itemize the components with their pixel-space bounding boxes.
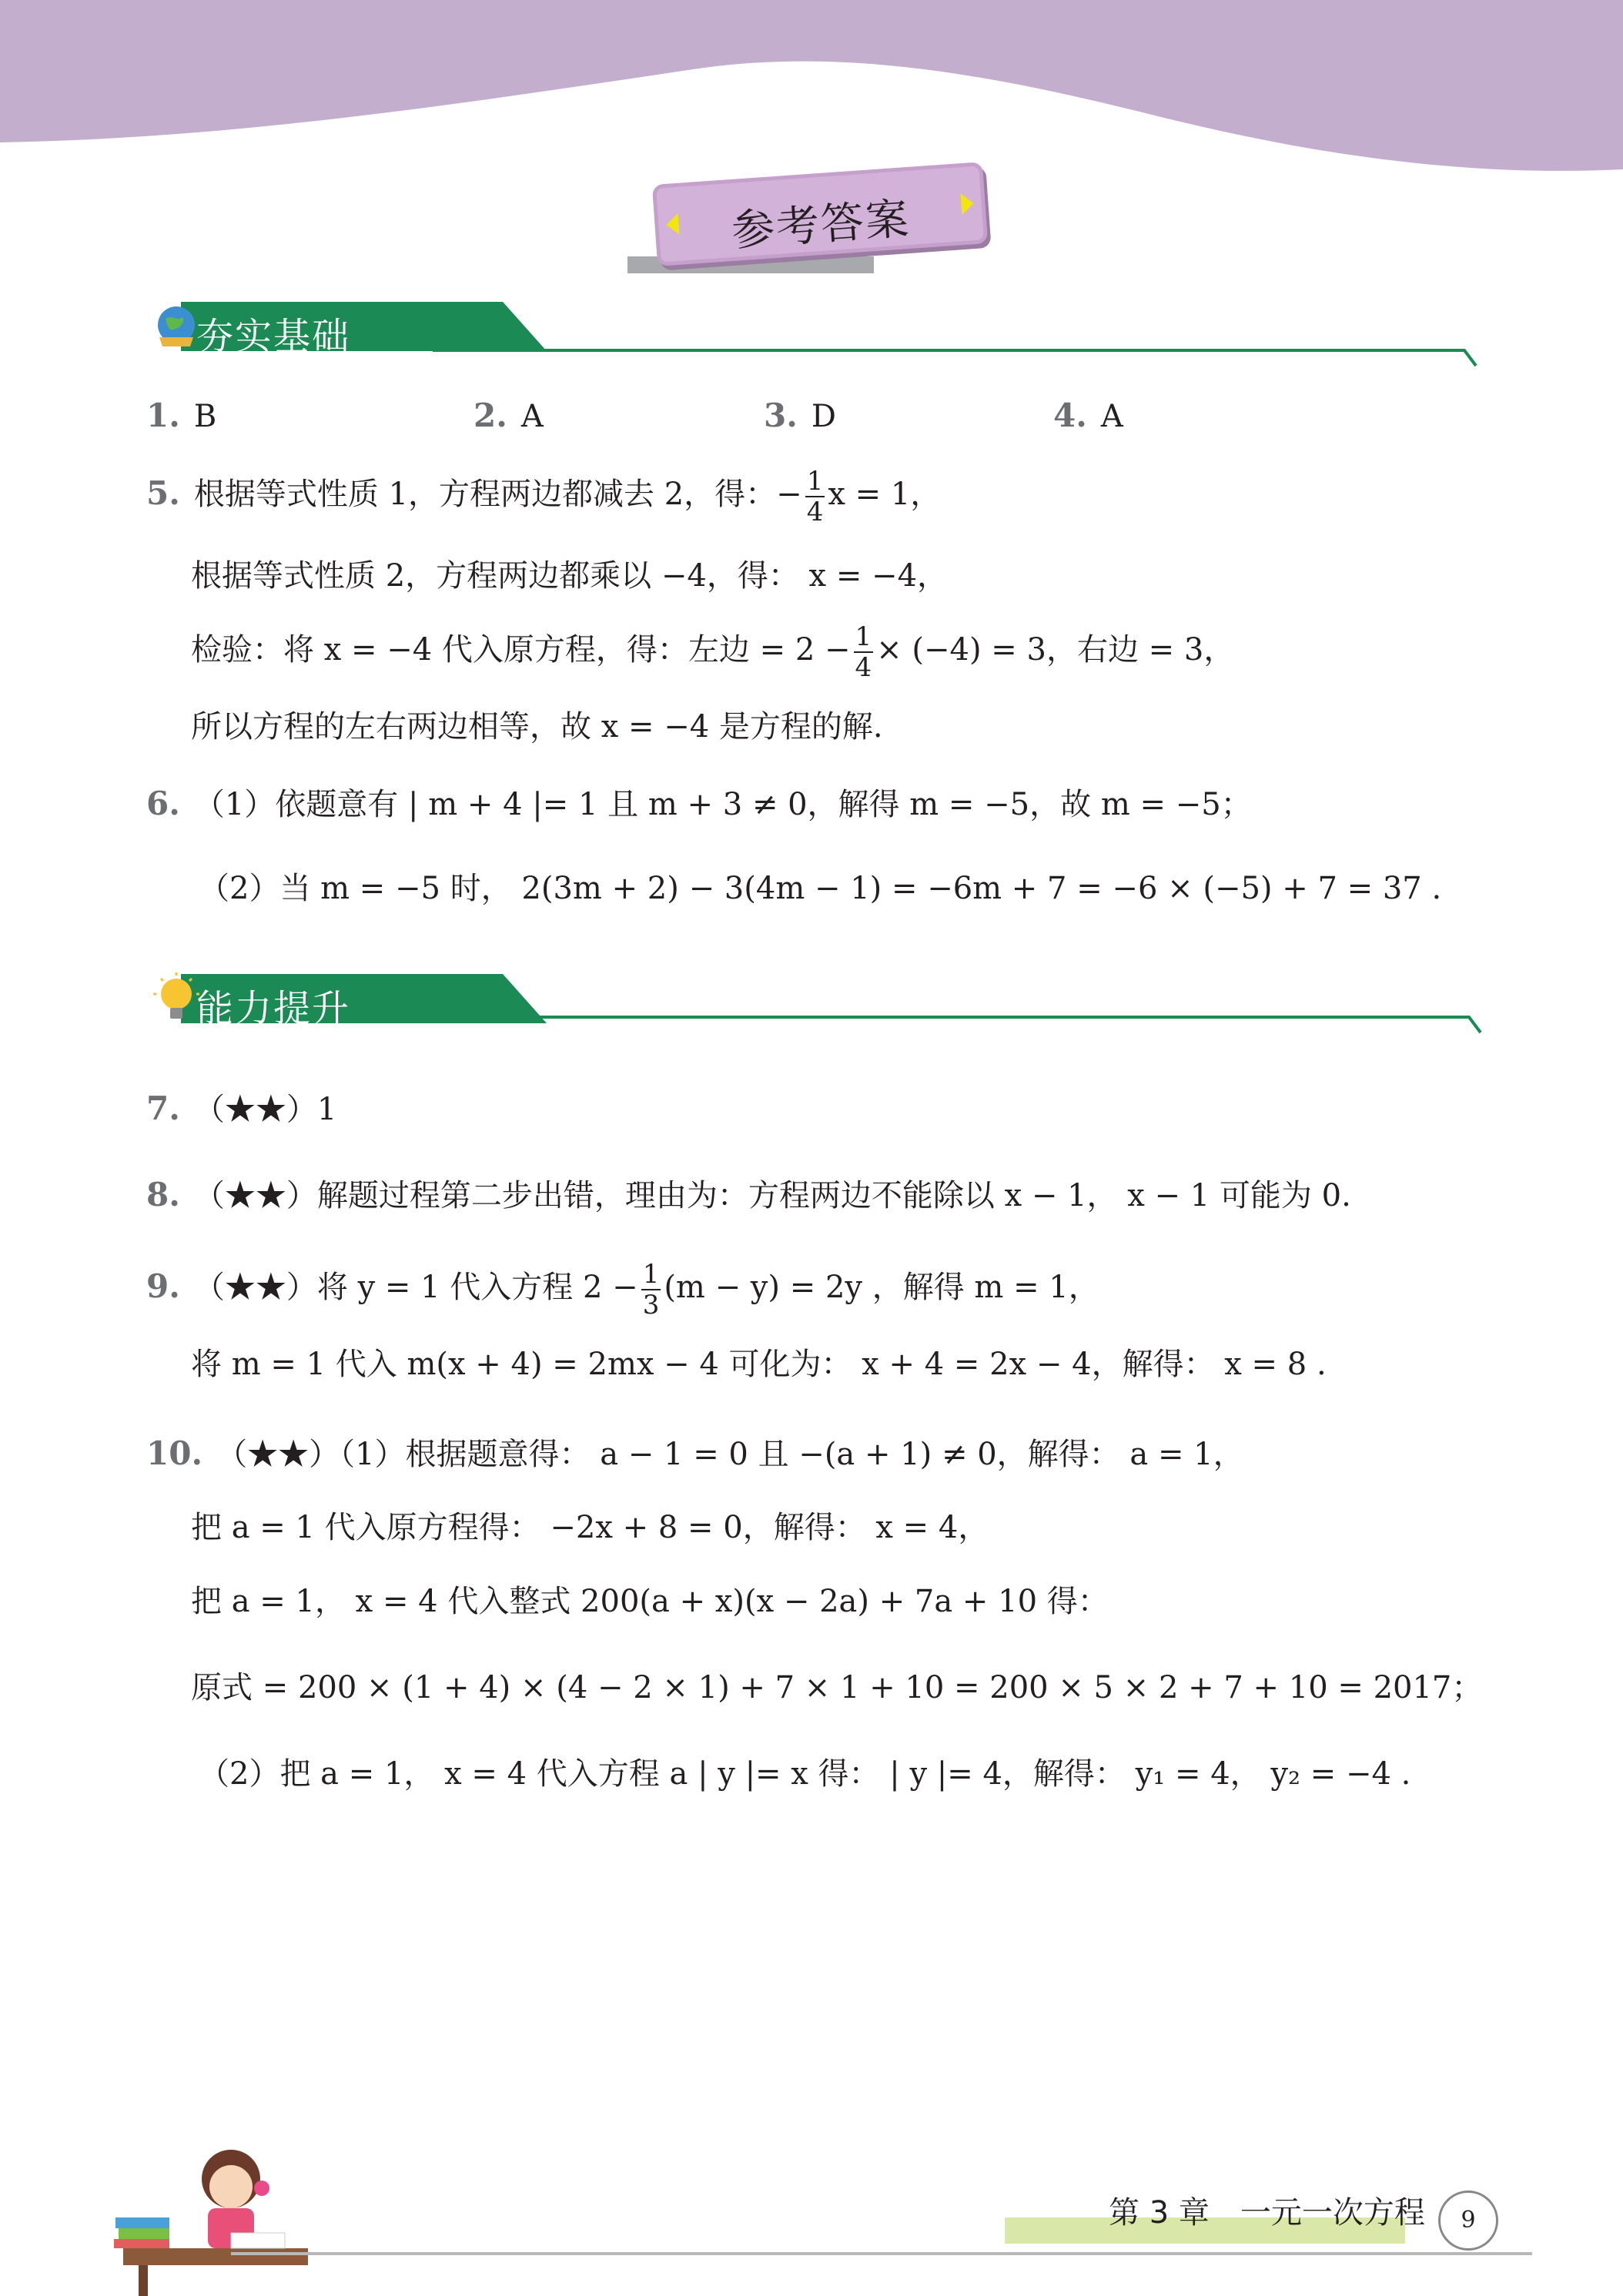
answer-q5-line4: 所以方程的左右两边相等，故 x = −4 是方程的解. (191, 709, 883, 745)
fraction: $\frac{1}{3}$ (642, 1259, 660, 1320)
page-title: 参考答案 (730, 193, 912, 256)
answer-q9-line1: 9. （★★）将 y = 1 代入方程 2 − $\frac{1}{3}$ (m − y) = 2y ，解得 m = 1， (146, 1259, 1099, 1320)
answer-q10-line5: （2）把 a = 1， x = 4 代入方程 a | y |= x 得： | y |= 4，解得： y₁ = 4， y₂ = −4 . (199, 1756, 1411, 1792)
fraction: $\frac{1}{4}$ (806, 466, 824, 527)
section-divider (437, 1006, 1484, 1052)
answer-q10-line4: 原式 = 200 × (1 + 4) × (4 − 2 × 1) + 7 × 1 + 10 = 200 × 5 × 2 + 7 + 10 = 2017； (191, 1670, 1483, 1705)
answer-q6-line1: 6. （1）依题意有 | m + 4 |= 1 且 m + 3 ≠ 0，解得 m = −5，故 m = −5； (146, 785, 1252, 822)
answer-q9-line2: 将 m = 1 代入 m(x + 4) = 2mx − 4 可化为： x + 4 = 2x − 4，解得： x = 8 . (191, 1347, 1327, 1382)
answer-q1: 1. B (146, 397, 217, 434)
title-box (652, 162, 988, 266)
page-number: 9 (1438, 2191, 1498, 2251)
fraction: $\frac{1}{4}$ (855, 621, 872, 683)
answer-q10-line3: 把 a = 1， x = 4 代入整式 200(a + x)(x − 2a) + 7a + 10 得： (191, 1584, 1109, 1619)
section-divider (433, 339, 1480, 385)
answer-q4: 4. A (1053, 397, 1123, 434)
answer-q8: 8. （★★）解题过程第二步出错，理由为：方程两边不能除以 x − 1， x − 1 可能为 0. (146, 1176, 1351, 1213)
page-title-banner (624, 166, 1009, 281)
answer-q6-line2: （2）当 m = −5 时， 2(3m + 2) − 3(4m − 1) = −6m + 7 = −6 × (−5) + 7 = 37 . (199, 871, 1442, 906)
answer-q5-line3: 检验：将 x = −4 代入原方程，得：左边 = 2 − $\frac{1}{4}$ × (−4) = 3，右边 = 3， (191, 621, 1235, 683)
answer-q5-line2: 根据等式性质 2，方程两边都乘以 −4，得： x = −4， (191, 558, 949, 594)
answer-q10-line1: 10. （★★）（1）根据题意得： a − 1 = 0 且 −(a + 1) ≠ 0，解得： a = 1， (146, 1434, 1244, 1472)
chapter-label: 第 3 章 一元一次方程 (1109, 2195, 1425, 2231)
answer-q3: 3. D (764, 397, 836, 434)
section-title: 夯实基础 (196, 315, 351, 358)
answer-q5-line1: 5. 根据等式性质 1，方程两边都减去 2，得：− $\frac{1}{4}$ x = 1， (146, 466, 942, 527)
answer-q10-line2: 把 a = 1 代入原方程得： −2x + 8 = 0，解得： x = 4， (191, 1510, 989, 1545)
student-reading-illustration (108, 2125, 323, 2296)
answer-q7: 7. （★★）1 (146, 1089, 337, 1127)
section-title: 能力提升 (196, 987, 351, 1030)
header-wave (0, 0, 1623, 177)
answer-q2: 2. A (474, 397, 544, 434)
footer-rule (231, 2252, 1532, 2255)
